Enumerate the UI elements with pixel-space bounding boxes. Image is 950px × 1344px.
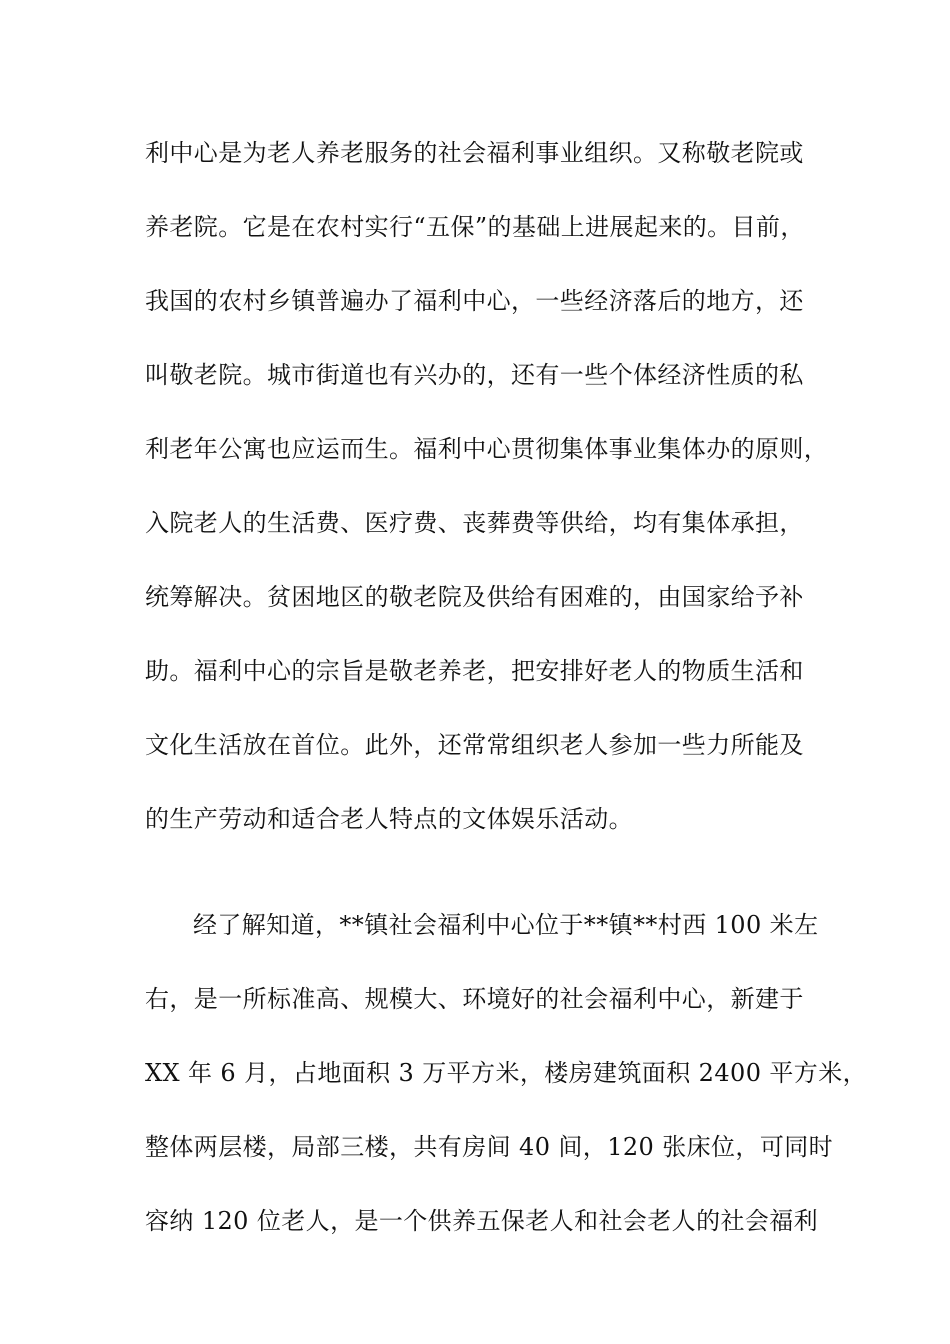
paragraph-line: 我国的农村乡镇普遍办了福利中心，一些经济落后的地方，还 [145, 287, 804, 315]
paragraph-line: 整体两层楼，局部三楼，共有房间 40 间，120 张床位，可同时 [145, 1133, 834, 1161]
paragraph-line: 容纳 120 位老人，是一个供养五保老人和社会老人的社会福利 [145, 1207, 819, 1235]
paragraph-line: 统筹解决。贫困地区的敬老院及供给有困难的，由国家给予补 [145, 583, 804, 611]
paragraph-line: 叫敬老院。城市街道也有兴办的，还有一些个体经济性质的私 [145, 361, 804, 389]
paragraph-line: 右，是一所标准高、规模大、环境好的社会福利中心，新建于 [145, 985, 804, 1013]
paragraph-line: 文化生活放在首位。此外，还常常组织老人参加一些力所能及 [145, 731, 804, 759]
paragraph-line: XX 年 6 月，占地面积 3 万平方米，楼房建筑面积 2400 平方米， [145, 1059, 867, 1087]
paragraph-gap [145, 868, 825, 900]
paragraph-2 [145, 900, 867, 1270]
document-body [145, 128, 867, 1270]
paragraph-line: 养老院。它是在农村实行“五保”的基础上进展起来的。目前， [145, 213, 805, 241]
paragraph-line: 利老年公寓也应运而生。福利中心贯彻集体事业集体办的原则， [145, 435, 829, 463]
paragraph-line: 入院老人的生活费、医疗费、丧葬费等供给，均有集体承担， [145, 509, 804, 537]
paragraph-line: 利中心是为老人养老服务的社会福利事业组织。又称敬老院或 [145, 139, 804, 167]
paragraph-line: 经了解知道，**镇社会福利中心位于**镇**村西 100 米左 [193, 911, 819, 939]
paragraph-1 [145, 128, 829, 868]
paragraph-line: 的生产劳动和适合老人特点的文体娱乐活动。 [145, 805, 633, 833]
paragraph-line: 助。福利中心的宗旨是敬老养老，把安排好老人的物质生活和 [145, 657, 804, 685]
